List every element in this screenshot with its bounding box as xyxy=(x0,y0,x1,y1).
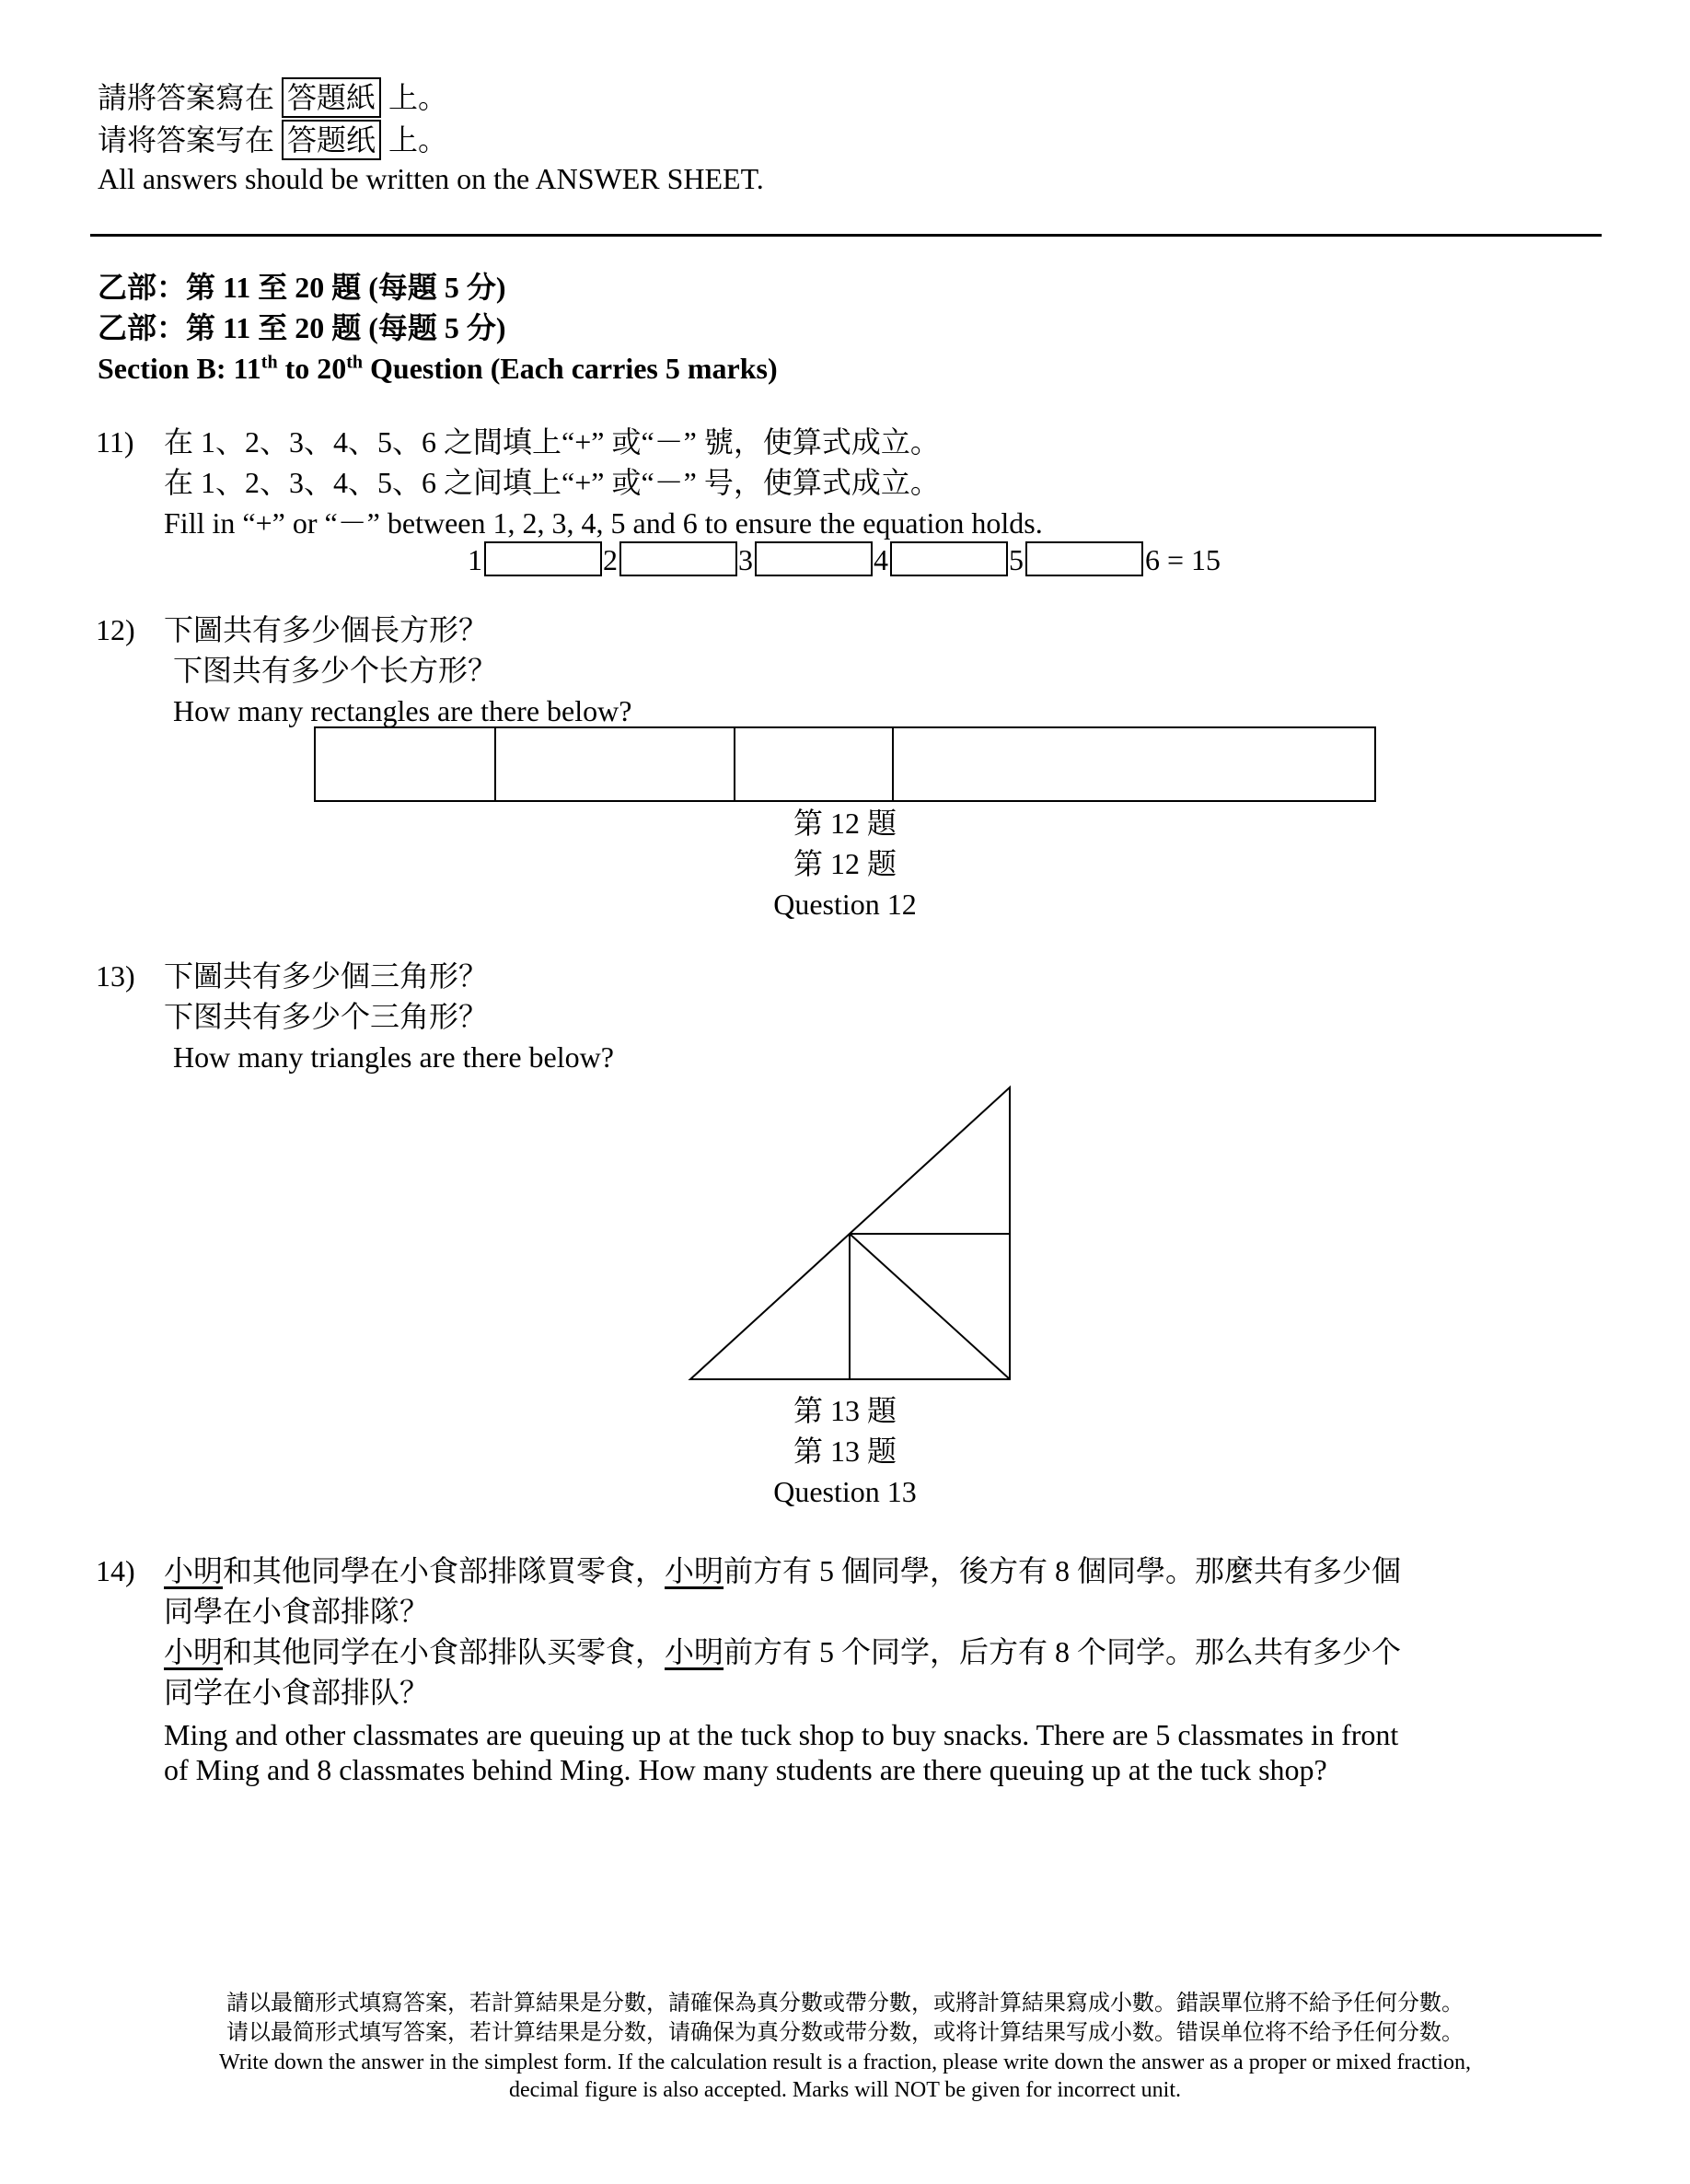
q12-caption-en: Question 12 xyxy=(773,888,917,921)
q11-number-5: 5 xyxy=(1009,543,1024,576)
q14-simp-part2: 前方有 5 个同学，后方有 8 个同学。那么共有多少个 xyxy=(723,1635,1402,1668)
footer-note-en-line1: Write down the answer in the simplest form. If the calculation result is a fraction, please write down the answer as a proper or mixed fraction, xyxy=(219,2050,1471,2074)
q14-name-trad-2: 小明 xyxy=(665,1554,724,1587)
section-title-en-part3: Question (Each carries 5 marks) xyxy=(363,352,778,385)
q14-name-simp-2: 小明 xyxy=(665,1635,724,1668)
instruction-trad-suffix: 上。 xyxy=(388,81,448,114)
footer-note-simp: 请以最简形式填写答案，若计算结果是分数，请确保为真分数或带分数，或将计算结果写成小数。错误单位将不给予任何分数。 xyxy=(226,2021,1464,2045)
section-title-trad: 乙部：第 11 至 20 題 (每題 5 分) xyxy=(98,271,506,304)
q14-text-trad-line1 xyxy=(164,1552,1401,1589)
q12-rectangle-figure xyxy=(313,726,1377,805)
q13-number: 13) xyxy=(96,959,135,993)
q11-equation-tail: 6 = 15 xyxy=(1145,543,1221,576)
instruction-simp xyxy=(98,120,447,160)
q12-number: 12) xyxy=(96,613,135,646)
q12-caption-simp: 第 12 题 xyxy=(793,847,897,880)
q14-name-trad-1: 小明 xyxy=(164,1554,224,1587)
q13-text-simp: 下图共有多少个三角形？ xyxy=(164,1000,489,1033)
q11-number-4: 4 xyxy=(874,543,888,576)
q13-diagonal-line xyxy=(850,1234,1010,1379)
q12-text-en: How many rectangles are there below? xyxy=(173,694,632,727)
section-title-en-part2: to 20 xyxy=(277,352,347,385)
q12-text-trad: 下圖共有多少個長方形？ xyxy=(164,613,489,646)
header-divider xyxy=(90,234,1602,237)
section-title-en-part1: Section B: 11 xyxy=(98,352,261,385)
q13-text-trad: 下圖共有多少個三角形？ xyxy=(164,959,489,993)
q14-trad-part2: 前方有 5 個同學，後方有 8 個同學。那麼共有多少個 xyxy=(723,1554,1402,1587)
q14-text-simp-line1 xyxy=(164,1633,1401,1670)
q11-text-en: Fill in “+” or “－” between 1, 2, 3, 4, 5 and 6 to ensure the equation holds. xyxy=(164,506,1043,540)
q13-caption-en: Question 13 xyxy=(773,1475,917,1508)
q14-simp-part1: 和其他同学在小食部排队买零食， xyxy=(223,1635,666,1668)
section-title-en xyxy=(98,350,778,387)
q13-triangle-figure xyxy=(681,1083,1013,1387)
section-title-en-sup2: th xyxy=(346,352,364,373)
q11-number-3: 3 xyxy=(738,543,753,576)
q14-number: 14) xyxy=(96,1554,135,1587)
q14-name-simp-1: 小明 xyxy=(164,1635,224,1668)
q11-text-simp: 在 1、2、3、4、5、6 之间填上“+” 或“－” 号，使算式成立。 xyxy=(164,466,940,499)
q12-outer-rectangle xyxy=(315,727,1375,801)
instruction-simp-prefix: 请将答案写在 xyxy=(98,123,275,157)
instruction-en: All answers should be written on the ANSWER SHEET. xyxy=(98,162,764,195)
q12-text-simp: 下图共有多少个长方形？ xyxy=(173,654,498,687)
q11-blank-4 xyxy=(890,541,1008,576)
footer-note-trad: 請以最簡形式填寫答案，若計算結果是分數，請確保為真分數或帶分數，或將計算結果寫成小數。錯誤單位將不給予任何分數。 xyxy=(226,1992,1464,2016)
instruction-simp-suffix: 上。 xyxy=(388,123,448,157)
q11-blank-5 xyxy=(1025,541,1143,576)
q14-trad-part1: 和其他同學在小食部排隊買零食， xyxy=(223,1554,666,1587)
q11-blank-1 xyxy=(484,541,602,576)
answer-sheet-box-simp: 答题纸 xyxy=(282,120,381,160)
q11-blank-2 xyxy=(619,541,737,576)
q12-caption-trad: 第 12 題 xyxy=(793,807,897,840)
q14-text-simp-line2: 同学在小食部排队？ xyxy=(164,1676,430,1709)
answer-sheet-box-trad: 答題紙 xyxy=(282,77,381,118)
q14-text-en-line2: of Ming and 8 classmates behind Ming. How many students are there queuing up at the tuck shop? xyxy=(164,1753,1327,1786)
instruction-trad xyxy=(98,77,447,118)
q11-number-1: 1 xyxy=(468,543,482,576)
q13-caption-simp: 第 13 题 xyxy=(793,1435,897,1468)
q14-text-en-line1: Ming and other classmates are queuing up at the tuck shop to buy snacks. There are 5 classmates in front xyxy=(164,1718,1399,1751)
q11-number: 11) xyxy=(96,425,134,459)
q13-text-en: How many triangles are there below? xyxy=(173,1040,614,1074)
instruction-trad-prefix: 請將答案寫在 xyxy=(98,81,275,114)
q11-number-2: 2 xyxy=(603,543,618,576)
q13-caption-trad: 第 13 題 xyxy=(793,1394,897,1427)
q14-text-trad-line2: 同學在小食部排隊？ xyxy=(164,1595,430,1628)
q11-blank-3 xyxy=(755,541,873,576)
section-title-simp: 乙部：第 11 至 20 题 (每题 5 分) xyxy=(98,311,506,344)
q11-text-trad: 在 1、2、3、4、5、6 之間填上“+” 或“－” 號，使算式成立。 xyxy=(164,425,940,459)
section-title-en-sup1: th xyxy=(260,352,278,373)
footer-note-en-line2: decimal figure is also accepted. Marks will NOT be given for incorrect unit. xyxy=(509,2078,1181,2102)
